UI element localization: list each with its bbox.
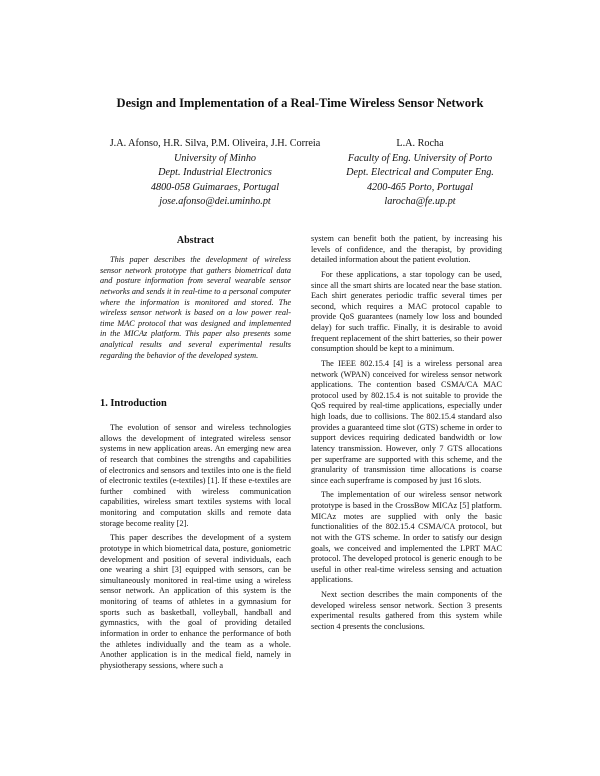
abstract-text: This paper describes the development of wireless sensor network prototype that gathers biometrical data and posture information from several wearable sensor networks and sends it in real-time to a personal computer where the information is monitored and stored. The wireless sensor network is based on a low power real-time MAC protocol that was designed and implemented in the MICAz platform. This paper also presents some analytical results and several experimental results regarding the behavior of the developed system.: [100, 255, 291, 360]
abstract-heading: Abstract: [176, 235, 215, 246]
author-email: jose.afonso@dei.uminho.pt: [159, 196, 271, 208]
author-affiliation: University of Minho: [173, 152, 257, 164]
paragraph: The evolution of sensor and wireless technologies allows the development of integrated wireless sensor systems in new application areas. An emerging new area of research that combines the strengths and capabilities of electronics and sensors and textiles into one is the field of electronic textiles (e-textiles) [1]. If these e-textiles are further combined with wireless communication capabilities, wireless smart textiles systems with local monitoring and computation skills and remote data storage become reality [2].: [100, 423, 291, 528]
author-department: Dept. Industrial Electronics: [158, 167, 272, 179]
author-affiliation: Faculty of Eng. University of Porto: [347, 152, 493, 164]
paragraph: For these applications, a star topology can be used, since all the smart shirts are located near the base station. Each shirt generates periodic traffic several times per second, which requires a MAC protocol capable to provide QoS guarantees (namely low loss and bounded delay) for such traffic. Finally, it is desirable to avoid frequent replacement of the shirt batteries, so their power consumption should be kept to a minimum.: [311, 269, 502, 354]
author-names: L.A. Rocha: [396, 138, 444, 149]
author-block-left: [80, 137, 350, 210]
introduction-body: [100, 423, 291, 675]
section-heading-introduction: 1. Introduction: [100, 398, 167, 409]
paragraph: system can benefit both the patient, by increasing his levels of confidence, and the therapist, by providing detailed information about the patient evolution.: [311, 234, 502, 265]
paragraph: Next section describes the main components of the developed wireless sensor network. Section 3 presents experimental results gathered from this system while section 4 presents the conclusions.: [311, 590, 502, 631]
right-column-body: [311, 234, 502, 637]
paragraph: The IEEE 802.15.4 [4] is a wireless personal area network (WPAN) conceived for wireless sensor network applications. The contention based CSMA/CA MAC protocol used by 802.15.4 is not suitable to provide the QoS required by real-time applications, especially under high loads, due to collisions. The 802.15.4 standard also provides a guaranteed time slot (GTS) scheme in order to support devices requiring dedicated bandwidth or low latency transmission. However, only 7 GTS allocations per superframe are supported with this scheme, and the granularity of transmission time allocations is coarse since each superframe is composed by just 16 slots.: [311, 358, 502, 485]
paragraph: This paper describes the development of a system prototype in which biometrical data, posture, goniometric development and position of several individuals, each one wearing a shirt [3] equipped with sensors, can be simultaneously monitored in real-time using a wireless sensor network. An application of this system is the monitoring of teams of athletes in a gymnasium for sports such as basketball, volleyball, handball and gymnastics, with the goal of providing detailed information in order to enhance the performance of both the athletes individually and the team as a whole. Another application is in the medical field, namely in physiotherapy sessions, where such a: [100, 533, 291, 670]
author-block-right: [320, 137, 520, 210]
author-address: 4200-465 Porto, Portugal: [366, 181, 474, 193]
author-address: 4800-058 Guimaraes, Portugal: [150, 181, 280, 193]
paragraph: The implementation of our wireless sensor network prototype is based in the CrossBow MICAz [5] platform. MICAz motes are supplied with only the basic functionalities of the 802.15.4 CSMA/CA protocol, but not with the GTS scheme. In order to satisfy our design goals, we conceived and implemented the LPRT MAC protocol. The developed protocol is generic enough to be useful in other real-time wireless sensing and actuation applications.: [311, 490, 502, 585]
paper-title: Design and Implementation of a Real-Time Wireless Sensor Network: [116, 96, 484, 110]
author-names: J.A. Afonso, H.R. Silva, P.M. Oliveira, J.H. Correia: [109, 138, 321, 149]
author-department: Dept. Electrical and Computer Eng.: [346, 167, 494, 179]
author-email: larocha@fe.up.pt: [384, 196, 456, 208]
